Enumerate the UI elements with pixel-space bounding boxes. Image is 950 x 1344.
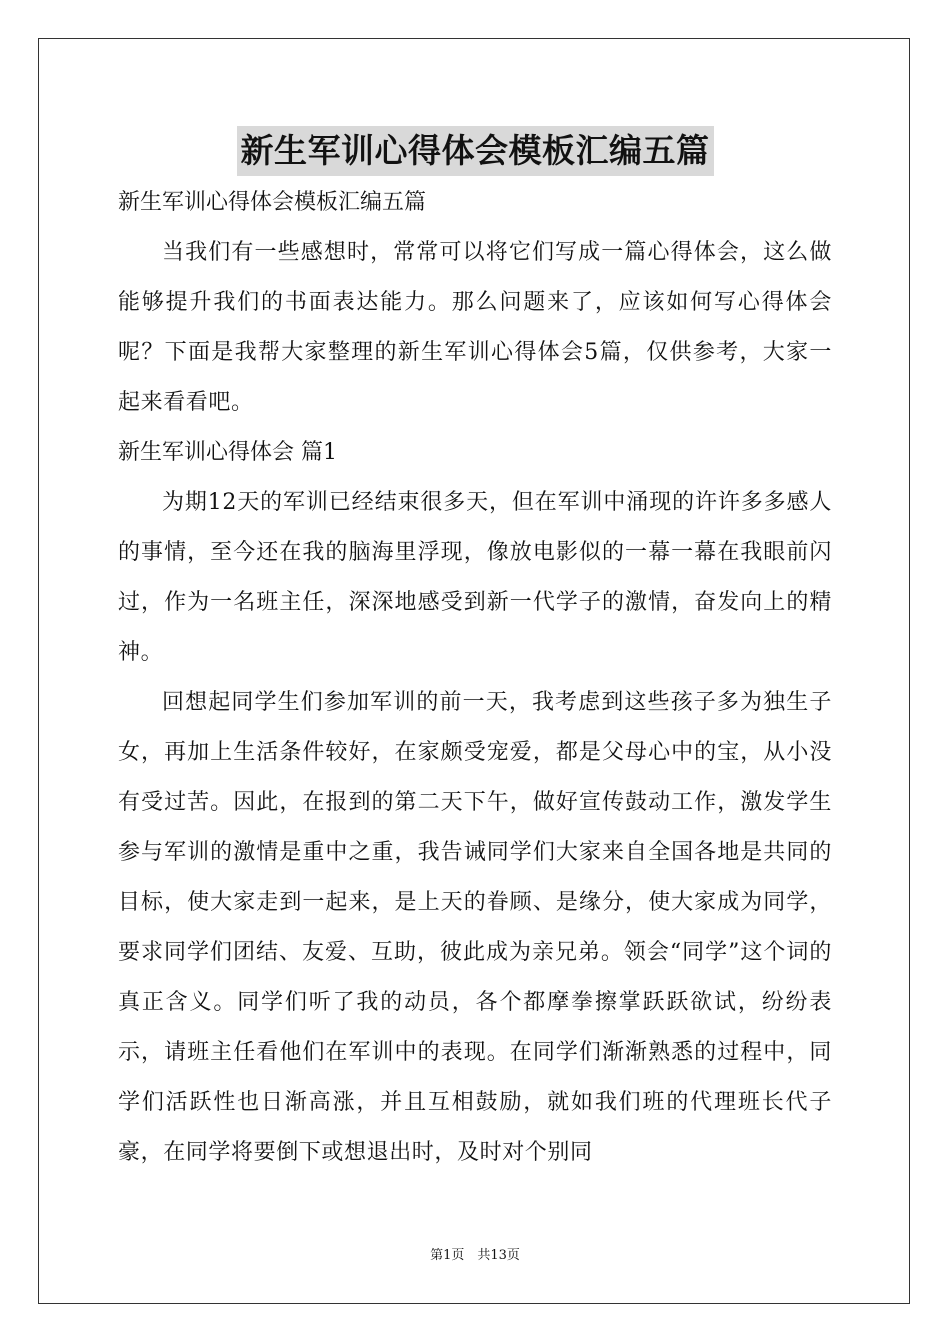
page-footer — [0, 1246, 950, 1266]
document-subtitle: 新生军训心得体会模板汇编五篇 — [118, 190, 427, 215]
page-number: 第1页 共13页 — [430, 1248, 520, 1263]
document-title — [0, 126, 950, 176]
body-paragraph-2: 回想起同学生们参加军训的前一天，我考虑到这些孩子多为独生子女，再加上生活条件较好，在家颇受宠爱，都是父母心中的宝，从小没有受过苦。因此，在报到的第二天下午，做好宣传鼓动工作，激发学生参与军训的激情是重中之重，我告诫同学们大家来自全国各地是共同的目标，使大家走到一起来，是上天的眷顾、是缘分，使大家成为同学，要求同学们团结、友爱、互助，彼此成为亲兄弟。领会“同学”这个词的真正含义。同学们听了我的动员，各个都摩拳擦掌跃跃欲试，纷纷表示，请班主任看他们在军训中的表现。在同学们渐渐熟悉的过程中，同学们活跃性也日渐高涨，并且互相鼓励，就如我们班的代理班长代子豪，在同学将要倒下或想退出时，及时对个别同 — [118, 690, 832, 1165]
document-title-text: 新生军训心得体会模板汇编五篇 — [237, 126, 714, 176]
body-paragraph-1: 为期12天的军训已经结束很多天，但在军训中涌现的许许多多感人的事情，至今还在我的脑海里浮现，像放电影似的一幕一幕在我眼前闪过，作为一名班主任，深深地感受到新一代学子的激情，奋发向上的精神。 — [118, 490, 832, 665]
intro-paragraph: 当我们有一些感想时，常常可以将它们写成一篇心得体会，这么做能够提升我们的书面表达能力。那么问题来了，应该如何写心得体会呢？下面是我帮大家整理的新生军训心得体会5篇，仅供参考，大家一起来看看吧。 — [118, 240, 832, 415]
section-heading: 新生军训心得体会 篇1 — [118, 440, 337, 465]
document-body — [118, 178, 832, 1178]
